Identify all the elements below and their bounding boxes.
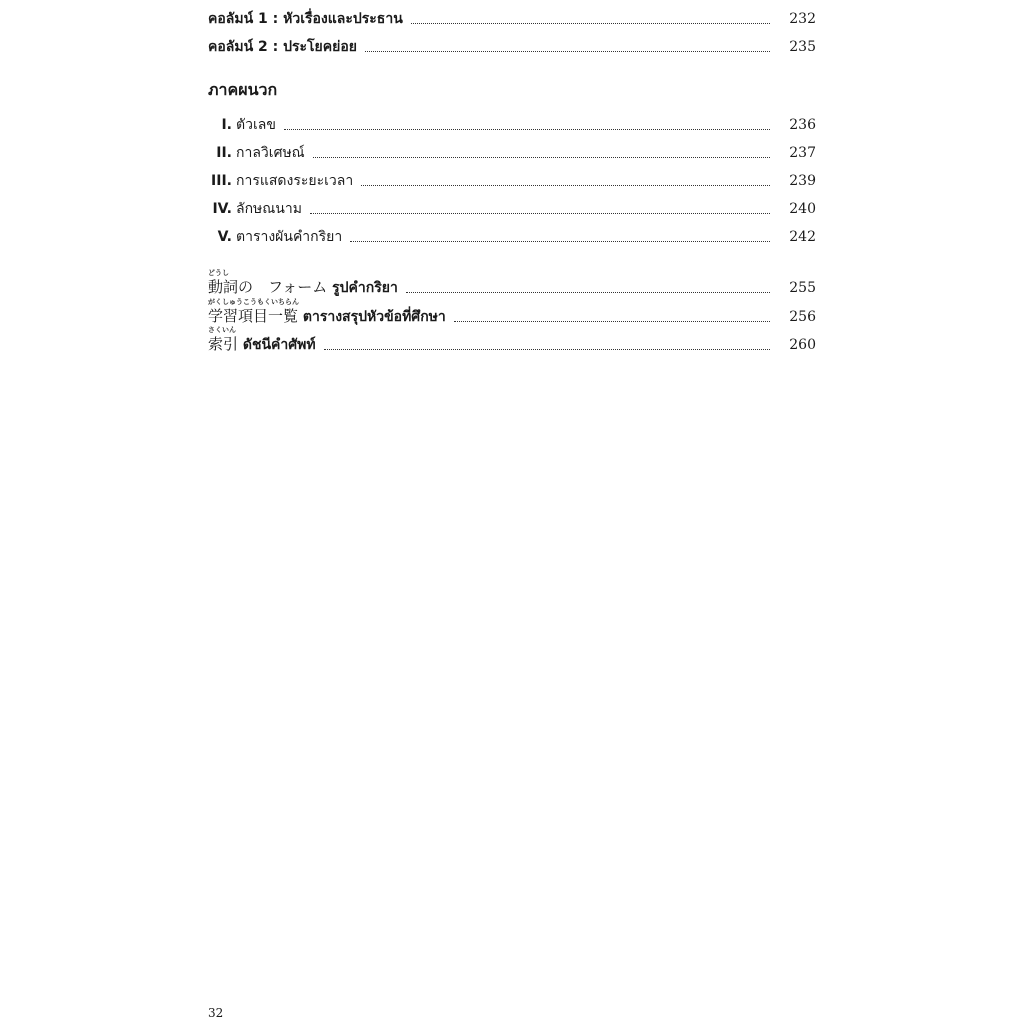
- japanese-title: [208, 326, 239, 354]
- furigana: がくしゅうこうもくいちらん: [208, 298, 299, 306]
- furigana: どうし: [208, 269, 229, 277]
- toc-entry-appendix-3[interactable]: [208, 168, 816, 190]
- toc-entry-label: ตารางผันคำกริยา: [236, 229, 343, 245]
- dot-leader: [411, 23, 770, 24]
- toc-entry-verb-forms[interactable]: [208, 269, 816, 297]
- dot-leader: [361, 185, 770, 186]
- toc-entry-page: 235: [789, 39, 816, 55]
- furigana: さくいん: [208, 326, 236, 334]
- toc-entry-page: 260: [789, 337, 816, 353]
- japanese-text: 学習項目一覧: [208, 307, 299, 325]
- dot-leader: [350, 241, 770, 242]
- toc-entry-appendix-2[interactable]: [208, 140, 816, 162]
- toc-entry-study-list[interactable]: [208, 298, 816, 326]
- toc-entry-column-2[interactable]: [208, 34, 816, 56]
- toc-entry-label: ตัวเลข: [236, 117, 276, 133]
- appendix-heading: ภาคผนวก: [208, 80, 278, 99]
- dot-leader: [454, 321, 770, 322]
- toc-entry-page: 255: [789, 280, 816, 296]
- toc-entry-appendix-5[interactable]: [208, 224, 816, 246]
- toc-entry-page: 256: [789, 309, 816, 325]
- toc-entry-label: รูปคำกริยา: [332, 280, 398, 296]
- toc-entry-column-1[interactable]: [208, 6, 816, 28]
- toc-entry-page: 242: [789, 229, 816, 245]
- toc-entry-page: 240: [789, 201, 816, 217]
- japanese-title: [208, 298, 299, 326]
- toc-entry-index[interactable]: [208, 326, 816, 354]
- toc-entry-page: 239: [789, 173, 816, 189]
- japanese-title: [208, 269, 328, 297]
- toc-entry-page: 237: [789, 145, 816, 161]
- toc-entry-page: 232: [789, 11, 816, 27]
- roman-numeral: I.: [221, 117, 232, 133]
- toc-entry-appendix-1[interactable]: [208, 112, 816, 134]
- roman-numeral: II.: [216, 145, 232, 161]
- toc-entry-label: ลักษณนาม: [236, 201, 302, 217]
- japanese-text: 索引: [208, 335, 239, 353]
- dot-leader: [406, 292, 770, 293]
- dot-leader: [284, 129, 770, 130]
- toc-entry-label: กาลวิเศษณ์: [236, 145, 305, 161]
- dot-leader: [324, 349, 770, 350]
- page-number: 32: [208, 1006, 224, 1020]
- toc-entry-label: คอลัมน์ 2 : ประโยคย่อย: [208, 39, 357, 55]
- dot-leader: [365, 51, 770, 52]
- toc-entry-label: คอลัมน์ 1 : หัวเรื่องและประธาน: [208, 11, 403, 27]
- toc-entry-appendix-4[interactable]: [208, 196, 816, 218]
- roman-numeral: V.: [217, 229, 232, 245]
- toc-entry-label: การแสดงระยะเวลา: [236, 173, 354, 189]
- toc-entry-page: 236: [789, 117, 816, 133]
- dot-leader: [310, 213, 770, 214]
- dot-leader: [313, 157, 770, 158]
- japanese-text: 動詞の フォーム: [208, 278, 328, 296]
- roman-numeral: IV.: [212, 201, 232, 217]
- toc-entry-label: ตารางสรุปหัวข้อที่ศึกษา: [302, 309, 446, 325]
- toc-entry-label: ดัชนีคำศัพท์: [242, 337, 316, 353]
- roman-numeral: III.: [211, 173, 232, 189]
